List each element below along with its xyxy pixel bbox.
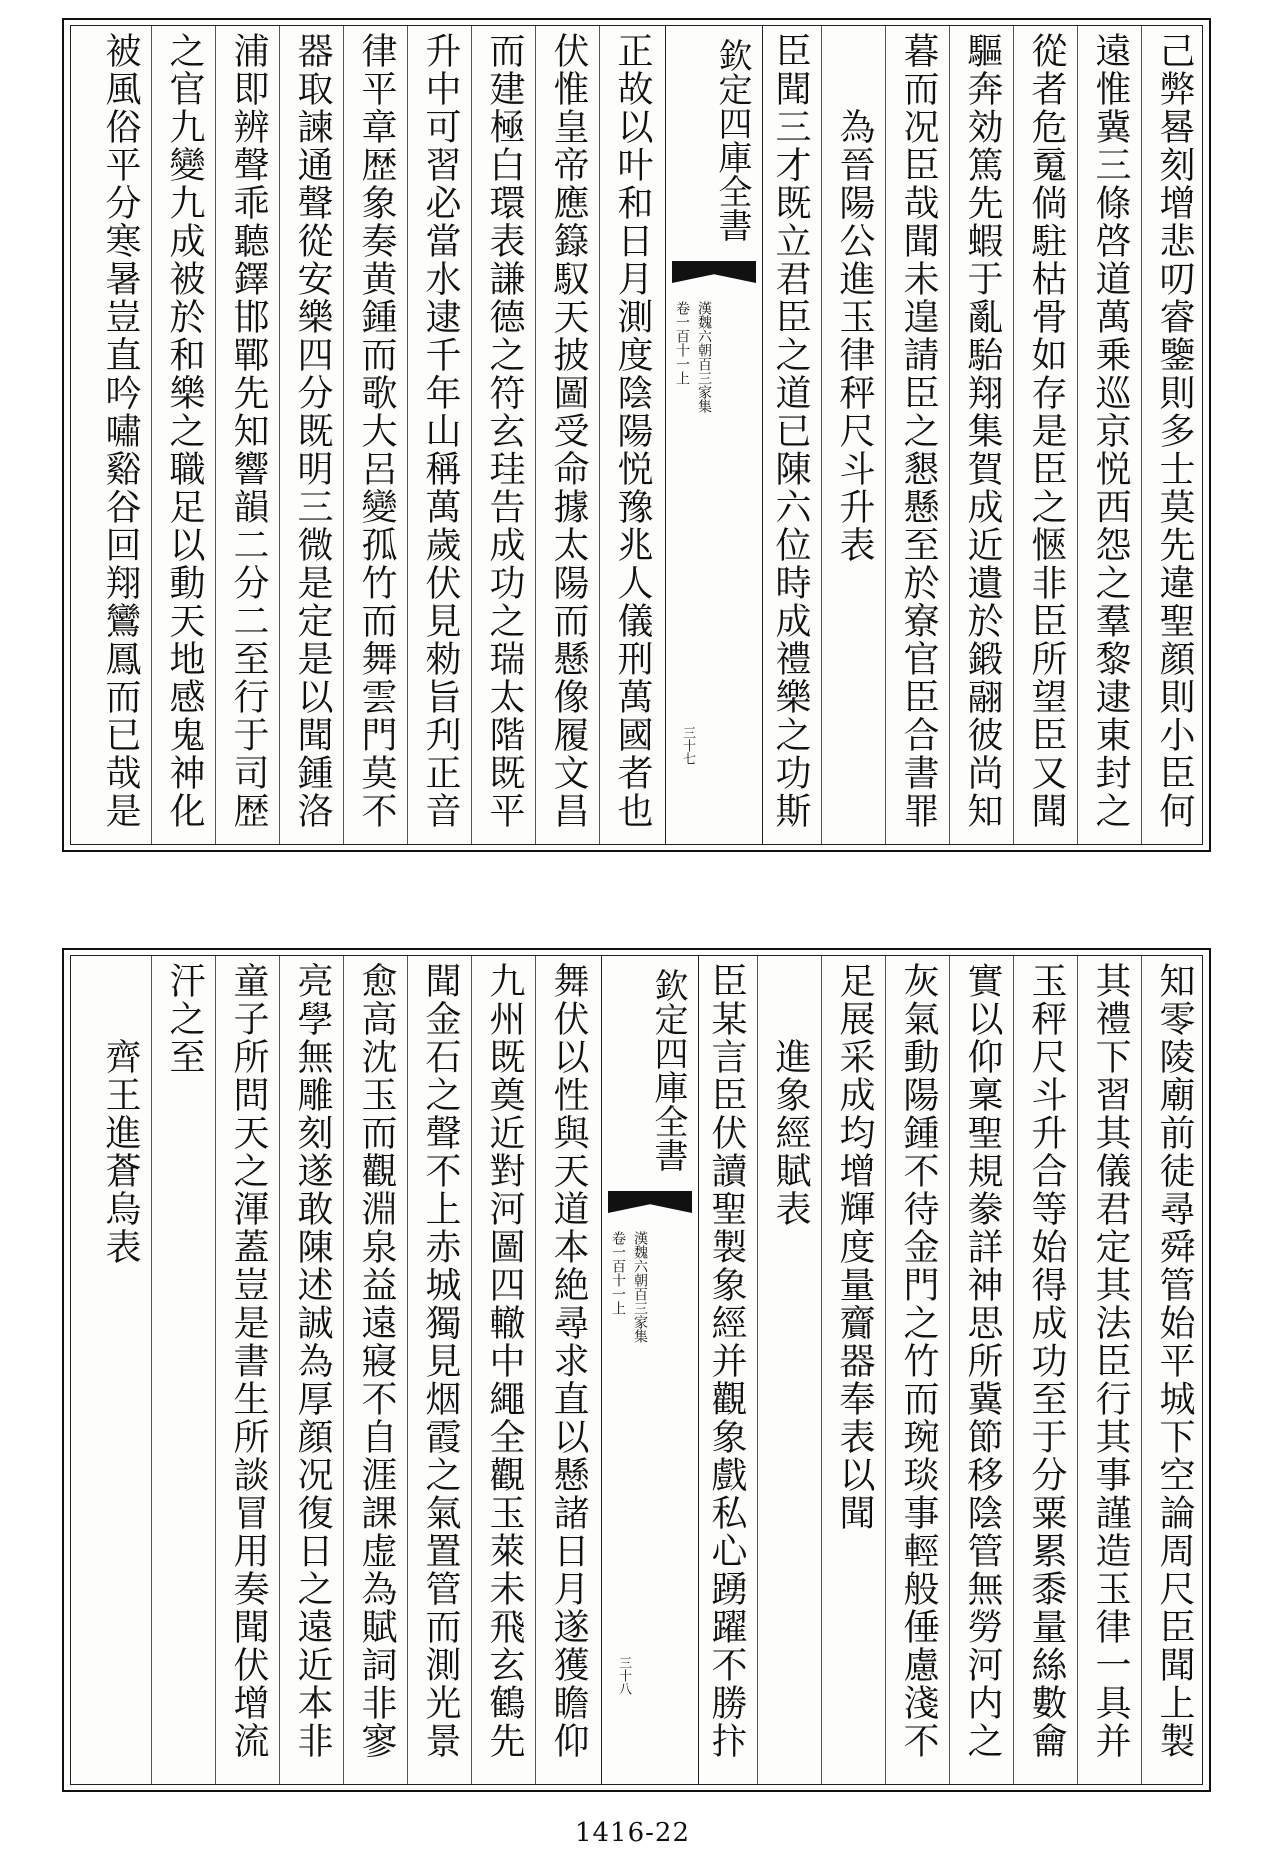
spine-book-title: 漢魏六朝百三家集 [696,301,712,413]
text-column: 驅奔効篤先蝦于亂駘翔集賀成近遺於鍛翮彼尚知 [962,32,1003,830]
text-column: 玉秤尺斗升合等始得成功至于分粟累黍量絲數龠 [1026,962,1067,1760]
bottom-page [62,948,1211,1792]
text-column: 從者危䰟倘駐枯骨如存是臣之愜非臣所望臣又聞 [1026,32,1067,830]
text-column: 其禮下習其儀君定其法臣行其事謹造玉律一具并 [1090,962,1131,1760]
page-number: 1416-22 [574,1818,691,1848]
text-column: 浦即辨聲乖聽鐸邯鄲先知響韻二分二至行于司歴 [228,32,269,830]
text-column: 器取諫通聲從安樂四分既明三微是定是以聞鍾洛 [292,32,333,830]
text-column: 灰氣動陽鍾不待金門之竹而琬琰事輕般倕慮淺不 [898,962,939,1760]
text-column: 知零陵廟前徒尋舜管始平城下空論周尺臣聞上製 [1154,962,1195,1760]
text-column: 之官九變九成被於和樂之職足以動天地感鬼神化 [164,32,205,830]
text-column: 正故以叶和日月測度陰陽悦豫兆人儀刑萬國者也 [612,32,653,830]
text-column: 遠惟冀三條啓道萬乗巡京悦西怨之羣黎逮東封之 [1090,32,1131,830]
text-column: 己弊晷刻增悲叨睿鑒則多士莫先違聖顔則小臣何 [1154,32,1195,830]
spine-volume: 卷一百十一上 [674,301,690,385]
section-heading: 進象經賦表 [770,962,811,1228]
text-column: 伏惟皇帝應籙馭天披圖受命據太陽而懸像履文昌 [548,32,589,830]
fish-tail-mark [672,261,756,283]
text-column: 臣某言臣伏讀聖製象經并觀象戲私心踴躍不勝抃 [706,962,747,1760]
text-column: 聞金石之聲不上赤城獨見烟霞之氣置管而測光景 [420,962,461,1760]
bottom-page-frame [70,955,1203,1785]
text-column: 童子所問天之渾蓋豈是書生所談冒用奏聞伏增流 [228,962,269,1760]
text-column: 足展采成均增輝度量齎器奉表以聞 [834,962,875,1532]
top-page [62,18,1211,852]
text-column: 被風俗平分寒暑豈直吟嘯谿谷回翔鸞鳳而已哉是 [100,32,141,830]
spine-volume: 卷一百十一上 [610,1231,626,1315]
top-page-frame [70,25,1203,845]
spine-title: 欽定四庫全書 [648,968,688,1172]
section-heading: 為晉陽公進玉律秤尺斗升表 [834,32,875,564]
section-heading: 齊王進蒼烏表 [100,962,141,1266]
text-column: 而建極白環表謙德之符玄珪告成功之瑞太階既平 [484,32,525,830]
page-spine [601,956,699,1784]
text-column: 律平章歴象奏黄鍾而歌大呂變孤竹而舞雲門莫不 [356,32,397,830]
spine-leaf-number: 三十八 [616,1656,631,1695]
text-column: 升中可習必當水逮千年山稱萬歲伏見勑旨刋正音 [420,32,461,830]
page-spine [665,26,763,844]
text-column: 暮而况臣哉聞未遑請臣之懇懸至於寮官臣合書罪 [898,32,939,830]
spine-book-title: 漢魏六朝百三家集 [632,1231,648,1343]
text-column: 臣聞三才既立君臣之道已陳六位時成禮樂之功斯 [770,32,811,830]
spine-title: 欽定四庫全書 [712,38,752,242]
fish-tail-mark [608,1191,692,1213]
spine-leaf-number: 三十七 [680,726,695,765]
text-column: 舞伏以性與天道本絶尋求直以懸諸日月遂獲瞻仰 [548,962,589,1760]
text-column: 汗之至 [164,962,205,1076]
text-column: 愈高沈玉而觀淵泉益遠寢不自涯課虚為賦詞非寥 [356,962,397,1760]
text-column: 亮學無雕刻遂敢陳述誠為厚顔况復日之遠近本非 [292,962,333,1760]
text-column: 實以仰稟聖規豢詳神思所冀節移陰管無勞河内之 [962,962,1003,1760]
text-column: 九州既奠近對河圖四轍中繩全觀玉萊未飛玄鶴先 [484,962,525,1760]
